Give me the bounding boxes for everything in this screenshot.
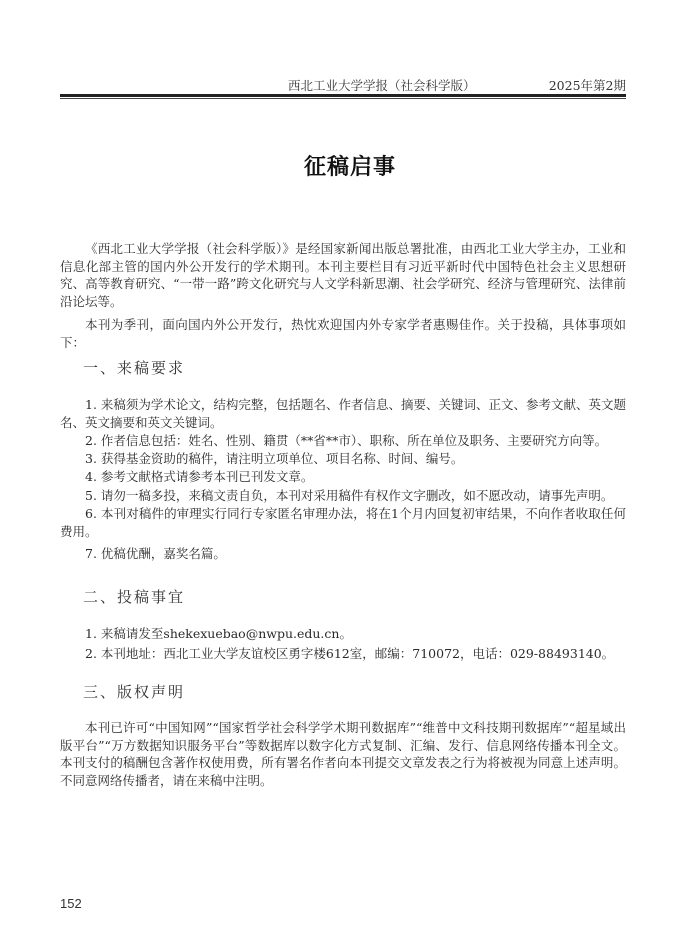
header-rule-thick — [60, 94, 626, 97]
requirement-item-2: 2. 作者信息包括：姓名、性别、籍贯（**省**市）、职称、所在单位及职务、主要研究方向等。 — [85, 433, 608, 448]
section-heading-requirements: 一、来稿要求 — [83, 359, 186, 377]
section-heading-copyright: 三、版权声明 — [83, 683, 186, 701]
page-title: 征稿启事 — [303, 155, 396, 180]
intro-paragraph-1: 《西北工业大学学报（社会科学版）》是经国家新闻出版总署批准，由西北工业大学主办，工业和信息化部主管的国内外公开发行的学术期刊。本刊主要栏目有习近平新时代中国特色社会主义思想研究、高等教育研究、“一带一路”跨文化研究与人文学科新思潮、社会学研究、经济与管理研究、法律前沿论坛等。 — [60, 241, 626, 309]
submission-item-1: 1. 来稿请发至shekexuebao@nwpu.edu.cn。 — [85, 626, 352, 641]
submission-item-2: 2. 本刊地址：西北工业大学友谊校区勇字楼612室，邮编：710072，电话：029-88493140。 — [85, 646, 615, 661]
copyright-statement: 本刊已许可“中国知网”“国家哲学社会科学学术期刊数据库”“维普中文科技期刊数据库”“超星域出版平台”“万方数据知识服务平台”等数据库以数字化方式复制、汇编、发行、信息网络传播本刊全文。本刊支付的稿酬包含著作权使用费，所有署名作者向本刊提交文章发表之行为将被视为同意上述声明。不同意网络传播者，请在来稿中注明。 — [60, 720, 626, 788]
requirement-item-4: 4. 参考文献格式请参考本刊已刊发文章。 — [85, 469, 314, 484]
header-rule-thin — [60, 98, 626, 99]
requirement-item-6: 6. 本刊对稿件的审理实行同行专家匿名审理办法，将在1个月内回复初审结果，不向作者收取任何费用。 — [60, 506, 626, 539]
running-header — [60, 73, 626, 93]
requirement-item-1: 1. 来稿须为学术论文，结构完整，包括题名、作者信息、摘要、关键词、正文、参考文献、英文题名、英文摘要和英文关键词。 — [60, 397, 626, 430]
requirement-item-5: 5. 请勿一稿多投，来稿文责自负，本刊对采用稿件有权作文字删改，如不愿改动，请事先声明。 — [85, 488, 614, 503]
section-heading-submission: 二、投稿事宜 — [83, 588, 186, 606]
page-number: 152 — [60, 896, 82, 911]
journal-name: 西北工业大学学报（社会科学版） — [288, 78, 476, 93]
intro-paragraph-2: 本刊为季刊，面向国内外公开发行，热忱欢迎国内外专家学者惠赐佳作。关于投稿，具体事项如下： — [60, 317, 626, 350]
requirement-item-3: 3. 获得基金资助的稿件，请注明立项单位、项目名称、时间、编号。 — [85, 451, 464, 466]
requirement-item-7: 7. 优稿优酬，嘉奖名篇。 — [85, 546, 226, 561]
issue-label: 2025年第2期 — [548, 78, 626, 93]
